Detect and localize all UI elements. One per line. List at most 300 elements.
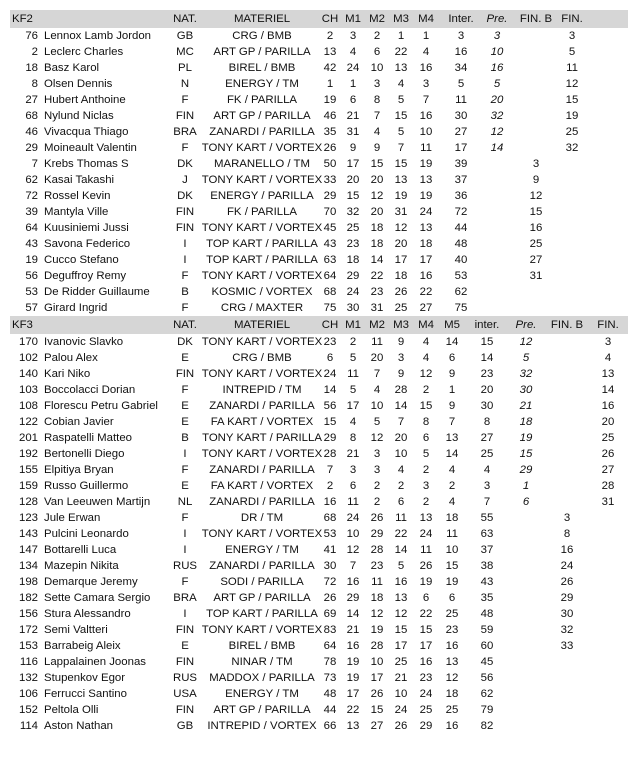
cell-m1: 14 bbox=[346, 608, 360, 620]
cell-pre: 6 bbox=[522, 496, 530, 508]
results-sheet bbox=[10, 10, 628, 734]
table-row bbox=[10, 446, 628, 462]
cell-m1: 7 bbox=[349, 560, 357, 572]
cell-m5: 13 bbox=[445, 656, 459, 668]
cell-inter: 38 bbox=[480, 560, 494, 572]
cell-m3: 1 bbox=[397, 30, 405, 42]
cell-nationality: MC bbox=[176, 46, 194, 58]
cell-m3: 18 bbox=[394, 270, 408, 282]
cell-m1: 19 bbox=[346, 656, 360, 668]
header-inter: inter. bbox=[474, 319, 500, 331]
cell-ch: 70 bbox=[323, 206, 337, 218]
cell-m3: 17 bbox=[394, 640, 408, 652]
cell-m5: 13 bbox=[445, 432, 459, 444]
cell-fin: 11 bbox=[566, 62, 578, 74]
cell-ch: 30 bbox=[323, 560, 337, 572]
cell-m2: 7 bbox=[373, 368, 381, 380]
cell-m5: 25 bbox=[445, 704, 459, 716]
table-row bbox=[10, 606, 628, 622]
cell-number: 114 bbox=[19, 720, 38, 732]
cell-driver-name: Elpitiya Bryan bbox=[44, 464, 114, 476]
cell-m3: 3 bbox=[397, 352, 405, 364]
header-m2: M2 bbox=[369, 13, 385, 25]
table-row bbox=[10, 92, 628, 108]
cell-m2: 14 bbox=[370, 254, 384, 266]
cell-m1: 24 bbox=[346, 512, 360, 524]
cell-materiel: TOP KART / PARILLA bbox=[206, 254, 318, 266]
cell-inter: 53 bbox=[454, 270, 468, 282]
cell-m1: 24 bbox=[346, 286, 360, 298]
cell-m3: 14 bbox=[394, 400, 408, 412]
cell-pre: 3 bbox=[493, 30, 501, 42]
cell-materiel: ZANARDI / PARILLA bbox=[209, 464, 315, 476]
cell-number: 64 bbox=[25, 222, 38, 234]
cell-m2: 9 bbox=[373, 142, 381, 154]
cell-number: 7 bbox=[31, 158, 38, 170]
table-row bbox=[10, 156, 628, 172]
cell-m2: 5 bbox=[373, 416, 381, 428]
cell-ch: 14 bbox=[323, 384, 337, 396]
cell-nationality: FIN bbox=[175, 110, 195, 122]
cell-ch: 43 bbox=[323, 238, 337, 250]
cell-inter: 59 bbox=[480, 624, 494, 636]
cell-m2: 17 bbox=[370, 672, 384, 684]
cell-m5: 2 bbox=[448, 480, 456, 492]
cell-m3: 5 bbox=[397, 560, 405, 572]
cell-nationality: DK bbox=[177, 158, 193, 170]
cell-nationality: E bbox=[181, 416, 189, 428]
cell-m2: 28 bbox=[370, 544, 384, 556]
cell-nationality: FIN bbox=[175, 368, 195, 380]
cell-pre: 20 bbox=[490, 94, 504, 106]
cell-number: 134 bbox=[18, 560, 38, 572]
cell-m2: 15 bbox=[370, 158, 384, 170]
cell-driver-name: Mazepin Nikita bbox=[44, 560, 119, 572]
cell-m4: 19 bbox=[419, 158, 433, 170]
cell-m3: 11 bbox=[395, 512, 407, 524]
cell-materiel: FK / PARILLA bbox=[226, 94, 298, 106]
cell-m5: 9 bbox=[448, 368, 456, 380]
cell-number: 68 bbox=[25, 110, 38, 122]
header-materiel: MATERIEL bbox=[233, 13, 291, 25]
table-row bbox=[10, 300, 628, 316]
cell-inter: 56 bbox=[480, 672, 494, 684]
cell-m1: 4 bbox=[349, 416, 357, 428]
cell-inter: 72 bbox=[454, 206, 468, 218]
cell-m5: 18 bbox=[445, 688, 459, 700]
cell-m4: 12 bbox=[419, 368, 433, 380]
header-ch: CH bbox=[321, 13, 339, 25]
cell-ch: 26 bbox=[323, 592, 337, 604]
cell-m4: 19 bbox=[419, 576, 433, 588]
cell-ch: 63 bbox=[323, 254, 337, 266]
cell-m3: 28 bbox=[394, 384, 408, 396]
cell-number: 123 bbox=[18, 512, 38, 524]
header-pre: Pre. bbox=[486, 13, 508, 25]
cell-m4: 10 bbox=[419, 126, 433, 138]
cell-m2: 12 bbox=[370, 608, 384, 620]
cell-inter: 79 bbox=[480, 704, 494, 716]
cell-m4: 13 bbox=[419, 512, 433, 524]
cell-m2: 2 bbox=[373, 30, 381, 42]
cell-inter: 27 bbox=[454, 126, 468, 138]
cell-driver-name: Semi Valtteri bbox=[44, 624, 108, 636]
cell-inter: 36 bbox=[454, 190, 468, 202]
cell-m3: 5 bbox=[397, 94, 405, 106]
table-row bbox=[10, 702, 628, 718]
cell-nationality: F bbox=[181, 94, 189, 106]
cell-ch: 44 bbox=[323, 704, 337, 716]
cell-inter: 37 bbox=[454, 174, 468, 186]
cell-m2: 11 bbox=[371, 576, 383, 588]
cell-m2: 6 bbox=[373, 46, 381, 58]
cell-m4: 2 bbox=[422, 384, 430, 396]
cell-inter: 15 bbox=[480, 336, 494, 348]
cell-m5: 4 bbox=[448, 464, 456, 476]
cell-nationality: I bbox=[183, 254, 187, 266]
cell-pre: 32 bbox=[519, 368, 533, 380]
header-m5: M5 bbox=[444, 319, 460, 331]
cell-number: 192 bbox=[18, 448, 38, 460]
cell-m2: 31 bbox=[370, 302, 384, 314]
cell-m1: 9 bbox=[349, 142, 357, 154]
cell-nationality: I bbox=[183, 528, 187, 540]
cell-m4: 6 bbox=[422, 592, 430, 604]
cell-m5: 23 bbox=[445, 624, 459, 636]
cell-nationality: F bbox=[181, 384, 189, 396]
cell-m2: 19 bbox=[370, 624, 384, 636]
cell-number: 201 bbox=[18, 432, 38, 444]
cell-m1: 21 bbox=[346, 110, 360, 122]
cell-m3: 15 bbox=[394, 158, 408, 170]
cell-nationality: E bbox=[181, 400, 189, 412]
cell-m2: 20 bbox=[370, 352, 384, 364]
cell-ch: 29 bbox=[323, 432, 337, 444]
cell-inter: 62 bbox=[480, 688, 494, 700]
cell-fin-b: 15 bbox=[529, 206, 543, 218]
cell-m4: 2 bbox=[422, 496, 430, 508]
cell-materiel: ENERGY / PARILLA bbox=[210, 190, 314, 202]
table-row bbox=[10, 430, 628, 446]
cell-pre: 16 bbox=[490, 62, 504, 74]
cell-materiel: ENERGY / TM bbox=[225, 78, 299, 90]
cell-m1: 5 bbox=[349, 384, 357, 396]
cell-nationality: PL bbox=[178, 62, 192, 74]
cell-m5: 6 bbox=[448, 592, 456, 604]
cell-m3: 20 bbox=[394, 432, 408, 444]
cell-nationality: BRA bbox=[173, 592, 197, 604]
cell-driver-name: Lennox Lamb Jordon bbox=[44, 30, 152, 42]
cell-m2: 2 bbox=[373, 496, 381, 508]
cell-nationality: I bbox=[183, 544, 187, 556]
cell-m1: 6 bbox=[349, 94, 357, 106]
cell-ch: 23 bbox=[323, 336, 337, 348]
cell-fin: 5 bbox=[568, 46, 576, 58]
cell-driver-name: Savona Federico bbox=[44, 238, 131, 250]
table-row bbox=[10, 622, 628, 638]
cell-ch: 13 bbox=[323, 46, 337, 58]
cell-materiel: CRG / BMB bbox=[232, 30, 292, 42]
table-row bbox=[10, 334, 628, 350]
cell-driver-name: Demarque Jeremy bbox=[44, 576, 138, 588]
cell-number: 147 bbox=[18, 544, 38, 556]
cell-m1: 5 bbox=[349, 352, 357, 364]
cell-pre: 21 bbox=[519, 400, 533, 412]
cell-materiel: ENERGY / TM bbox=[225, 688, 299, 700]
cell-driver-name: Stura Alessandro bbox=[44, 608, 131, 620]
cell-fin: 3 bbox=[568, 30, 576, 42]
cell-m2: 18 bbox=[370, 222, 384, 234]
cell-fin-b: 16 bbox=[529, 222, 543, 234]
cell-m5: 15 bbox=[445, 560, 459, 572]
cell-m4: 3 bbox=[422, 78, 430, 90]
cell-ch: 48 bbox=[323, 688, 337, 700]
cell-nationality: I bbox=[183, 608, 187, 620]
cell-inter: 37 bbox=[480, 544, 494, 556]
cell-materiel: FK / PARILLA bbox=[226, 206, 298, 218]
cell-m3: 16 bbox=[394, 576, 408, 588]
cell-nationality: E bbox=[181, 352, 189, 364]
cell-fin: 26 bbox=[601, 448, 615, 460]
cell-m4: 24 bbox=[419, 528, 433, 540]
cell-m3: 15 bbox=[394, 110, 408, 122]
cell-driver-name: Nylund Niclas bbox=[44, 110, 114, 122]
cell-m3: 19 bbox=[394, 190, 408, 202]
cell-m5: 1 bbox=[448, 384, 456, 396]
cell-inter: 4 bbox=[483, 464, 491, 476]
cell-driver-name: Bertonelli Diego bbox=[44, 448, 125, 460]
cell-driver-name: Deguffroy Remy bbox=[44, 270, 127, 282]
cell-m5: 16 bbox=[445, 720, 459, 732]
cell-m2: 26 bbox=[370, 512, 384, 524]
cell-ch: 35 bbox=[323, 126, 337, 138]
cell-number: 43 bbox=[25, 238, 38, 250]
cell-m1: 17 bbox=[346, 688, 360, 700]
cell-driver-name: Ivanovic Slavko bbox=[44, 336, 124, 348]
cell-ch: 1 bbox=[326, 78, 334, 90]
cell-m1: 16 bbox=[346, 576, 360, 588]
cell-m4: 11 bbox=[420, 142, 432, 154]
cell-materiel: BIREL / BMB bbox=[228, 640, 296, 652]
cell-fin: 4 bbox=[604, 352, 612, 364]
cell-nationality: B bbox=[181, 286, 189, 298]
cell-materiel: TONY KART / PARILLA bbox=[202, 432, 322, 444]
cell-number: 72 bbox=[25, 190, 38, 202]
cell-nationality: FIN bbox=[175, 206, 195, 218]
cell-inter: 34 bbox=[454, 62, 468, 74]
cell-number: 46 bbox=[25, 126, 38, 138]
cell-fin-b: 29 bbox=[560, 592, 574, 604]
cell-m2: 23 bbox=[370, 286, 384, 298]
cell-driver-name: Pulcini Leonardo bbox=[44, 528, 129, 540]
cell-m1: 30 bbox=[346, 302, 360, 314]
table-row bbox=[10, 494, 628, 510]
cell-materiel: TONY KART / VORTEX bbox=[201, 222, 323, 234]
cell-ch: 56 bbox=[323, 400, 337, 412]
cell-ch: 28 bbox=[323, 448, 337, 460]
cell-m2: 8 bbox=[373, 94, 381, 106]
table-row bbox=[10, 542, 628, 558]
cell-nationality: FIN bbox=[175, 704, 195, 716]
cell-driver-name: Boccolacci Dorian bbox=[44, 384, 136, 396]
cell-fin: 28 bbox=[601, 480, 615, 492]
cell-m1: 31 bbox=[346, 126, 360, 138]
table-row bbox=[10, 366, 628, 382]
table-row bbox=[10, 252, 628, 268]
cell-inter: 11 bbox=[455, 94, 467, 106]
cell-number: 143 bbox=[18, 528, 38, 540]
cell-driver-name: Raspatelli Matteo bbox=[44, 432, 133, 444]
table-row bbox=[10, 140, 628, 156]
cell-pre: 32 bbox=[490, 110, 504, 122]
table-row bbox=[10, 204, 628, 220]
cell-number: 122 bbox=[18, 416, 38, 428]
cell-pre: 5 bbox=[493, 78, 501, 90]
cell-driver-name: Sette Camara Sergio bbox=[44, 592, 151, 604]
cell-inter: 82 bbox=[480, 720, 494, 732]
header-fin: FIN. bbox=[597, 319, 619, 331]
cell-m4: 19 bbox=[419, 190, 433, 202]
cell-inter: 63 bbox=[480, 528, 494, 540]
cell-nationality: F bbox=[181, 464, 189, 476]
cell-nationality: F bbox=[181, 512, 189, 524]
cell-fin: 3 bbox=[604, 336, 612, 348]
header-pre: Pre. bbox=[515, 319, 537, 331]
table-row bbox=[10, 382, 628, 398]
cell-pre: 12 bbox=[490, 126, 504, 138]
cell-m2: 27 bbox=[370, 720, 384, 732]
cell-ch: 2 bbox=[326, 30, 334, 42]
cell-number: 198 bbox=[18, 576, 38, 588]
cell-inter: 5 bbox=[457, 78, 465, 90]
cell-inter: 35 bbox=[480, 592, 494, 604]
table-row bbox=[10, 462, 628, 478]
cell-m4: 16 bbox=[419, 270, 433, 282]
cell-materiel: TONY KART / VORTEX bbox=[201, 448, 323, 460]
cell-m2: 2 bbox=[373, 480, 381, 492]
cell-m5: 19 bbox=[445, 576, 459, 588]
cell-driver-name: Palou Alex bbox=[44, 352, 98, 364]
cell-m2: 12 bbox=[370, 432, 384, 444]
cell-m3: 10 bbox=[394, 448, 408, 460]
cell-number: 116 bbox=[19, 656, 38, 668]
cell-m5: 14 bbox=[445, 448, 459, 460]
cell-driver-name: De Ridder Guillaume bbox=[44, 286, 150, 298]
cell-materiel: SODI / PARILLA bbox=[220, 576, 304, 588]
cell-number: 18 bbox=[25, 62, 38, 74]
cell-m1: 3 bbox=[349, 464, 357, 476]
cell-ch: 29 bbox=[323, 190, 337, 202]
cell-m4: 25 bbox=[419, 704, 433, 716]
cell-number: 172 bbox=[18, 624, 38, 636]
section-label: KF2 bbox=[12, 13, 33, 25]
header-nationality: NAT. bbox=[173, 319, 197, 331]
table-row bbox=[10, 60, 628, 76]
cell-inter: 62 bbox=[454, 286, 468, 298]
cell-nationality: RUS bbox=[172, 560, 198, 572]
header-m3: M3 bbox=[393, 13, 409, 25]
cell-number: 108 bbox=[18, 400, 38, 412]
cell-m2: 23 bbox=[370, 560, 384, 572]
cell-m2: 29 bbox=[370, 528, 384, 540]
cell-fin-b: 27 bbox=[529, 254, 543, 266]
cell-m5: 9 bbox=[448, 400, 456, 412]
cell-inter: 7 bbox=[483, 496, 491, 508]
section-kf2 bbox=[10, 10, 628, 316]
table-row bbox=[10, 670, 628, 686]
cell-number: 155 bbox=[18, 464, 38, 476]
cell-fin-b: 31 bbox=[529, 270, 543, 282]
table-row bbox=[10, 574, 628, 590]
cell-number: 76 bbox=[25, 30, 38, 42]
cell-m3: 9 bbox=[397, 368, 405, 380]
header-ch: CH bbox=[321, 319, 339, 331]
cell-driver-name: Kuusiniemi Jussi bbox=[44, 222, 129, 234]
cell-pre: 10 bbox=[490, 46, 504, 58]
cell-ch: 78 bbox=[323, 656, 337, 668]
cell-m4: 16 bbox=[419, 62, 433, 74]
cell-m4: 15 bbox=[419, 400, 433, 412]
table-row bbox=[10, 558, 628, 574]
cell-materiel: BIREL / BMB bbox=[228, 62, 296, 74]
cell-m3: 13 bbox=[394, 592, 408, 604]
table-row bbox=[10, 44, 628, 60]
cell-inter: 3 bbox=[483, 480, 491, 492]
cell-inter: 30 bbox=[480, 400, 494, 412]
cell-m3: 22 bbox=[394, 46, 408, 58]
cell-m3: 13 bbox=[394, 62, 408, 74]
cell-inter: 27 bbox=[480, 432, 494, 444]
cell-m1: 29 bbox=[346, 270, 360, 282]
cell-fin-b: 24 bbox=[560, 560, 574, 572]
cell-number: 2 bbox=[31, 46, 38, 58]
cell-m3: 15 bbox=[394, 624, 408, 636]
cell-materiel: ART GP / PARILLA bbox=[213, 592, 311, 604]
cell-nationality: I bbox=[183, 448, 187, 460]
cell-m1: 4 bbox=[349, 46, 357, 58]
cell-driver-name: Van Leeuwen Martijn bbox=[44, 496, 151, 508]
cell-inter: 75 bbox=[454, 302, 468, 314]
cell-driver-name: Olsen Dennis bbox=[44, 78, 113, 90]
cell-materiel: FA KART / VORTEX bbox=[210, 416, 314, 428]
cell-driver-name: Jule Erwan bbox=[44, 512, 101, 524]
cell-driver-name: Leclerc Charles bbox=[44, 46, 124, 58]
cell-pre: 30 bbox=[519, 384, 533, 396]
cell-driver-name: Kasai Takashi bbox=[44, 174, 115, 186]
cell-materiel: TONY KART / VORTEX bbox=[201, 624, 323, 636]
cell-m3: 21 bbox=[394, 672, 408, 684]
cell-ch: 64 bbox=[323, 270, 337, 282]
cell-inter: 17 bbox=[454, 142, 468, 154]
cell-ch: 46 bbox=[323, 110, 337, 122]
cell-m1: 16 bbox=[346, 640, 360, 652]
cell-fin: 12 bbox=[565, 78, 579, 90]
cell-materiel: INTREPID / VORTEX bbox=[207, 720, 317, 732]
cell-m3: 25 bbox=[394, 656, 408, 668]
cell-nationality: N bbox=[180, 78, 190, 90]
cell-ch: 26 bbox=[323, 142, 337, 154]
table-row bbox=[10, 398, 628, 414]
cell-driver-name: Kari Niko bbox=[44, 368, 91, 380]
cell-number: 152 bbox=[18, 704, 38, 716]
cell-pre: 5 bbox=[522, 352, 530, 364]
table-row bbox=[10, 718, 628, 734]
cell-ch: 15 bbox=[323, 416, 337, 428]
cell-m5: 14 bbox=[445, 336, 459, 348]
table-row bbox=[10, 414, 628, 430]
cell-m3: 12 bbox=[394, 608, 408, 620]
cell-driver-name: Peltola Olli bbox=[44, 704, 99, 716]
